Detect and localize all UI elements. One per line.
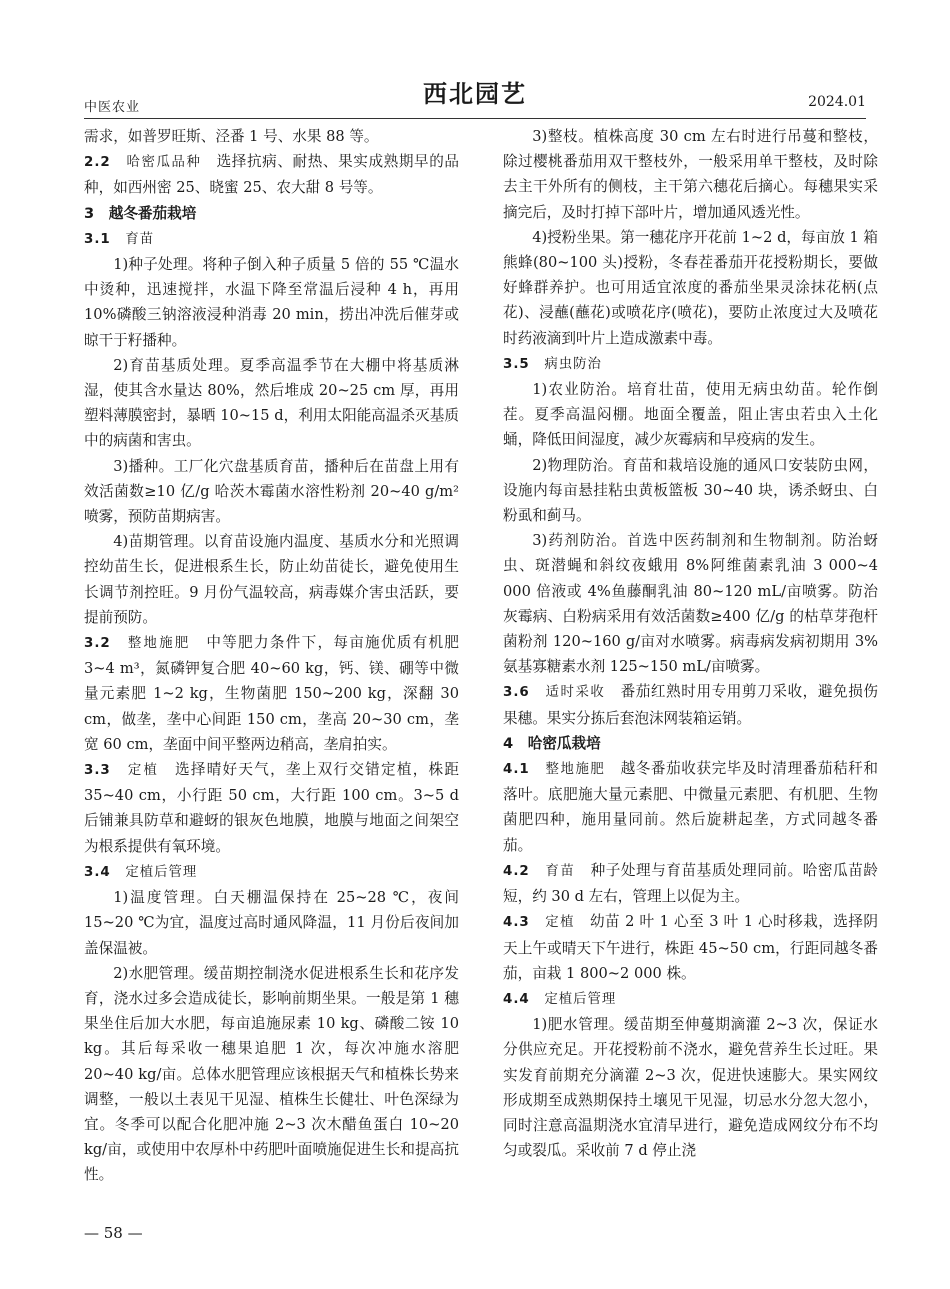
header-issue: 2024.01 [808,94,866,110]
paragraph: 2)育苗基质处理。夏季高温季节在大棚中将基质淋湿，使其含水量达 80%，然后堆成 20~25 cm 厚，再用塑料薄膜密封，暴晒 10~15 d，利用太阳能高温杀灭基质中的病菌和害虫。 [84,356,459,450]
header-rule [84,118,866,119]
section-4-heading: 4 哈密瓜栽培 [503,734,601,752]
subsection-4-2: 4.2 育苗 种子处理与育苗基质处理同前。哈密瓜苗龄短，约 30 d 左右，管理上以促为主。 [503,861,878,906]
paragraph: 需求，如普罗旺斯、泾番 1 号、水果 88 等。 [84,128,379,145]
subsection-3-5: 3.5 病虫防治 [503,356,602,372]
paragraph: 3)整枝。植株高度 30 cm 左右时进行吊蔓和整枝，除过樱桃番茄用双干整枝外，一般采用单干整枝，及时除去主干外所有的侧枝，主干第六穗花后摘心。每穗果实采摘完后，及时打掉下部叶片，增加通风透光性。 [503,128,878,221]
subsection-4-4: 4.4 定植后管理 [503,991,617,1007]
journal-logo: 西北园艺 [423,79,527,108]
page-header [84,74,866,114]
paragraph: 3)播种。工厂化穴盘基质育苗，播种后在苗盘上用有效活菌数≥10 亿/g 哈茨木霉菌水溶性粉剂 20~40 g/m² 喷雾，预防苗期病害。 [84,457,459,526]
subsection-3-1: 3.1 育苗 [84,231,155,247]
subsection-3-3: 3.3 定植 选择晴好天气，垄上双行交错定植，株距 35~40 cm，小行距 50 cm，大行距 100 cm。3~5 d 后铺兼具防草和避蚜的银灰色地膜，地膜与地面之间架空为根系提供有氧环境。 [84,761,459,855]
subsection-3-2: 3.2 整地施肥 中等肥力条件下，每亩施优质有机肥 3~4 m³，氮磷钾复合肥 40~60 kg，钙、镁、硼等中微量元素肥 1~2 kg，生物菌肥 150~200 kg，深翻 30 cm，做垄，垄中心间距 150 cm，垄高 20~30 cm，垄宽 60 cm，垄面中间平整两边稍高，垄肩拍实。 [84,634,459,753]
paragraph: 3)药剂防治。首选中医药制剂和生物制剂。防治蚜虫、斑潜蝇和斜纹夜蛾用 8%阿维菌素乳油 3 000~4 000 倍液或 4%鱼藤酮乳油 80~120 mL/亩喷雾。防治灰霉病、白粉病采用有效活菌数≥400 亿/g 的枯草芽孢杆菌粉剂 120~160 g/亩对水喷雾。病毒病发病初期用 3%氨基寡糖素水剂 125~150 mL/亩喷雾。 [503,532,878,676]
section-3-heading: 3 越冬番茄栽培 [84,204,197,222]
right-column [503,124,878,1163]
subsection-2-2: 2.2 哈密瓜品种 选择抗病、耐热、果实成熟期早的品种，如西州密 25、晓蜜 25、农大甜 8 号等。 [84,153,459,197]
page-number: — 58 — [84,1224,143,1242]
paragraph: 4)苗期管理。以育苗设施内温度、基质水分和光照调控幼苗生长，促进根系生长，防止幼苗徒长，避免使用生长调节剂控旺。9 月份气温较高，病毒媒介害虫活跃，要提前预防。 [84,533,459,626]
paragraph: 1)种子处理。将种子倒入种子质量 5 倍的 55 ℃温水中烫种，迅速搅拌，水温下降至常温后浸种 4 h，再用 10%磷酸三钠溶液浸种消毒 20 min，捞出冲洗后催芽或晾干于籽播种。 [84,256,459,349]
paragraph: 1)温度管理。白天棚温保持在 25~28 ℃，夜间 15~20 ℃为宜，温度过高时通风降温，11 月份后夜间加盖保温被。 [84,889,459,957]
paragraph: 2)物理防治。育苗和栽培设施的通风口安装防虫网，设施内每亩悬挂粘虫黄板篮板 30~40 块，诱杀蚜虫、白粉虱和蓟马。 [503,456,878,525]
header-section: 中医农业 [84,100,141,115]
paragraph: 2)水肥管理。缓苗期控制浇水促进根系生长和花序发育，浇水过多会造成徒长，影响前期坐果。一般是第 1 穗果坐住后加大水肥，每亩追施尿素 10 kg、磷酸二铵 10 kg。其后每采收一穗果追肥 1 次，每次冲施水溶肥 20~40 kg/亩。总体水肥管理应该根据天气和植株长势来调整，一般以土表见干见湿、植株生长健壮、叶色深绿为宜。冬季可以配合化肥冲施 2~3 次木醋鱼蛋白 10~20 kg/亩，或使用中农厚朴中药肥叶面喷施促进生长和提高抗性。 [84,964,459,1184]
subsection-4-1: 4.1 整地施肥 越冬番茄收获完毕及时清理番茄秸秆和落叶。底肥施大量元素肥、中微量元素肥、有机肥、生物菌肥四种，施用量同前。然后旋耕起垄，方式同越冬番茄。 [503,760,878,854]
paragraph: 1)农业防治。培育壮苗，使用无病虫幼苗。轮作倒茬。夏季高温闷棚。地面全覆盖，阻止害虫若虫入土化蛹，降低田间湿度，减少灰霉病和早疫病的发生。 [503,381,878,449]
subsection-4-3: 4.3 定植 幼苗 2 叶 1 心至 3 叶 1 心时移栽，选择阴天上午或晴天下午进行，株距 45~50 cm，行距同越冬番茄，亩栽 1 800~2 000 株。 [503,913,878,982]
paragraph: 4)授粉坐果。第一穗花序开花前 1~2 d，每亩放 1 箱熊蜂(80~100 头)授粉，冬春茬番茄开花授粉期长，要做好蜂群养护。也可用适宜浓度的番茄坐果灵涂抹花柄(点花)、浸蘸(蘸花)或喷花序(喷花)，要防止浓度过大及喷花时药液滴到叶片上造成激素中毒。 [503,228,878,347]
left-column [84,124,459,1188]
subsection-3-6: 3.6 适时采收 番茄红熟时用专用剪刀采收，避免损伤果穗。果实分拣后套泡沫网装箱运销。 [503,683,878,727]
subsection-3-4: 3.4 定植后管理 [84,864,198,880]
paragraph: 1)肥水管理。缓苗期至伸蔓期滴灌 2~3 次，保证水分供应充足。开花授粉前不浇水，避免营养生长过旺。果实发育前期充分滴灌 2~3 次，促进快速膨大。果实网纹形成期至成熟期保持土壤见干见湿，切忌水分忽大忽小，同时注意高温期浇水宜清早进行，避免造成网纹分布不均匀或裂瓜。采收前 7 d 停止浇 [503,1016,878,1160]
